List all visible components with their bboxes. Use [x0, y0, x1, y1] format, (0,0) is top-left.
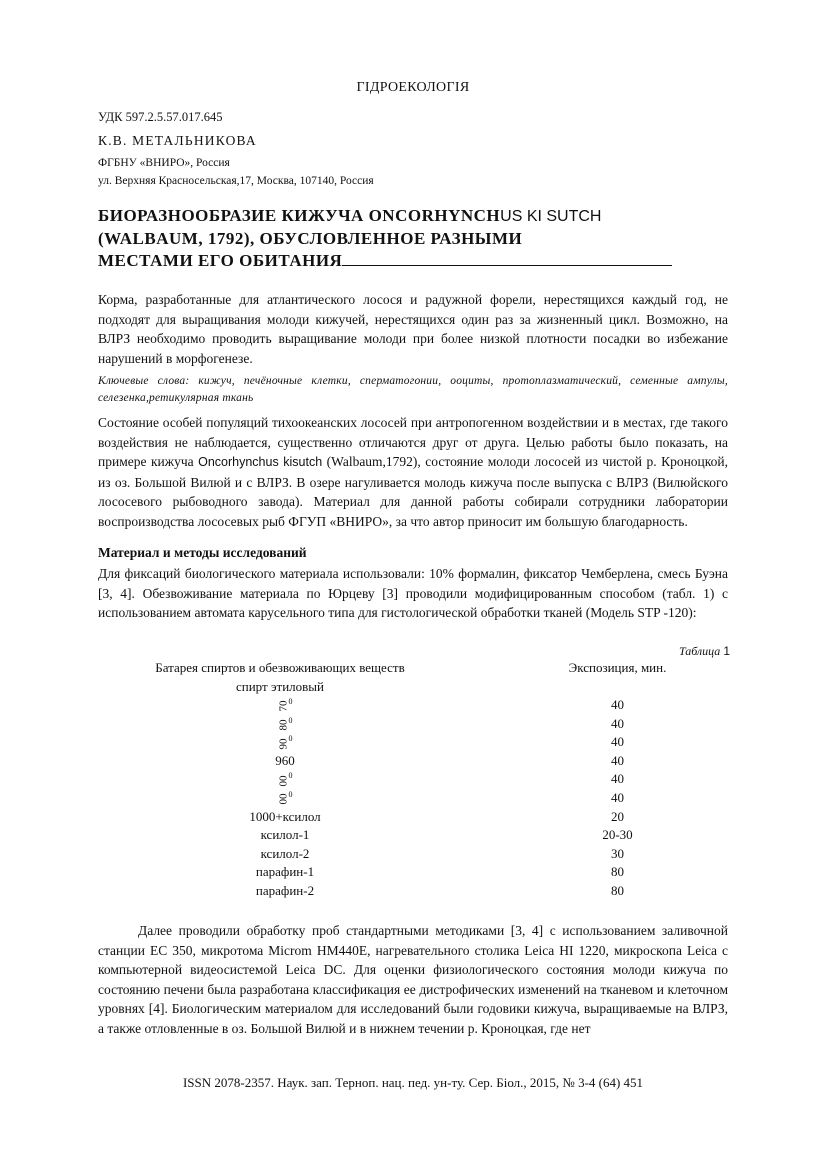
table-cell-reagent: 1000+ксилол [249, 808, 321, 824]
table-row [0, 809, 826, 828]
methods-heading: Материал и методы исследований [98, 545, 307, 560]
intro-part2: (Walbaum,1792), состояние молоди лососей из чистой р. Кроноцкой, из оз. Большой Вилюй и с ВЛРЗ. В озере нагуливается молодь кижуча после выпуска с ВЛРЗ (Вилюйского лососевого рыбоводного завода). Материал для данной работы собирали сотрудники лаборатории воспроизводства лососевых рыб ФГУП «ВНИРО», за что автор приносит им большую благодарность. [98, 454, 729, 529]
table-row [0, 883, 826, 902]
table-cell-reagent: парафин-2 [255, 883, 315, 898]
table-cell-reagent [190, 771, 380, 787]
rotated-concentration: 80 [277, 719, 289, 731]
table-cell-reagent [190, 734, 380, 750]
abstract-paragraph: Корма, разработанные для атлантического лосося и радужной форели, нерестящихся каждый год, не подходят для выращивания молоди кижучей, нерестящихся один раз за жизненный цикл. Возможно, на ВЛРЗ необходимо проводить выращивание молоди при более низкой плотности посадки во избежание нарушений в морфогенезе. [98, 292, 728, 366]
table-cell-exposure: 20-30 [602, 827, 633, 843]
table-cell-exposure: 40 [611, 752, 624, 768]
table-cell-exposure: 40 [611, 790, 624, 805]
species-name: Oncorhynchus kisutch [198, 455, 323, 469]
table-row [0, 716, 826, 735]
table-cell-reagent [190, 697, 380, 713]
section-heading: ГІДРОЕКОЛОГІЯ [356, 80, 470, 95]
degree-mark: 0 [288, 697, 293, 706]
table-cell-reagent: ксилол-1 [260, 827, 310, 843]
table-cell-reagent [190, 790, 380, 806]
rotated-concentration: 00 [277, 775, 289, 787]
table-header-exposure: Экспозиция, мин. [568, 660, 667, 675]
degree-mark: 0 [288, 715, 293, 725]
table-row [0, 864, 826, 883]
keywords: Ключевые слова: кижуч, печёночные клетки, сперматогонии, ооциты, протоплазматический, семенные ампулы, селезенка,ретикулярная ткань [98, 375, 728, 404]
table-row [0, 827, 826, 846]
title-part2: US KI SUTCH [500, 208, 602, 225]
table-cell-reagent: 960 [275, 752, 295, 768]
address: ул. Верхняя Красносельская,17, Москва, 107140, Россия [98, 175, 374, 187]
table-row [0, 790, 826, 809]
table-cell-exposure: 80 [611, 864, 624, 880]
degree-mark: 0 [288, 734, 293, 744]
table-cell-exposure: 20 [611, 808, 624, 824]
title-part1: БИОРАЗНООБРАЗИЕ КИЖУЧА ONCORHYNCH [98, 206, 501, 225]
rotated-concentration: 90 [277, 738, 289, 750]
table-cell-exposure: 40 [611, 734, 624, 750]
table-header-reagents: Батарея спиртов и обезвоживающих веществ [155, 660, 405, 675]
table-header-reagents-sub: спирт этиловый [236, 679, 324, 694]
table-caption-word: Таблица [678, 644, 721, 658]
table-caption-number: 1 [723, 644, 730, 658]
page-footer: ISSN 2078-2357. Наук. зап. Терноп. нац. пед. ун-ту. Сер. Біол., 2015, № 3-4 (64) 451 [182, 1075, 644, 1090]
table-row [0, 753, 826, 772]
rotated-concentration: 70 [277, 700, 289, 712]
title-line2: (WALBAUM, 1792), ОБУСЛОВЛЕННОЕ РАЗНЫМИ [98, 229, 523, 248]
table-cell-exposure: 80 [611, 883, 624, 898]
table-row [0, 697, 826, 716]
article-title [98, 205, 738, 272]
table-cell-exposure: 40 [611, 771, 624, 787]
table-cell-exposure: 30 [611, 845, 624, 861]
table-cell-exposure: 40 [611, 697, 624, 712]
table-cell-reagent: парафин-1 [255, 864, 315, 880]
table-cell-reagent [190, 716, 380, 732]
title-underline [342, 251, 672, 266]
udk-code: УДК 597.2.5.57.017.645 [98, 110, 223, 124]
degree-mark: 0 [288, 771, 293, 781]
table-row [0, 771, 826, 790]
title-line3: МЕСТАМИ ЕГО ОБИТАНИЯ [98, 251, 343, 270]
rotated-concentration: 00 [277, 793, 289, 805]
table-caption [650, 644, 730, 659]
table-row [0, 734, 826, 753]
methods-paragraph: Для фиксаций биологического материала использовали: 10% формалин, фиксатор Чемберлена, смесь Буэна [3, 4]. Обезвоживание материала по Юрцеву [3] проводили модифицированным способом (табл. 1) с использованием автомата карусельного типа для гистологической обработки тканей (Модель STP -120): [98, 566, 728, 620]
affiliation: ФГБНУ «ВНИРО», Россия [98, 157, 230, 169]
table-cell-reagent: ксилол-2 [260, 845, 310, 861]
degree-mark: 0 [288, 790, 293, 799]
table-cell-exposure: 40 [611, 715, 624, 731]
intro-paragraph [98, 413, 728, 531]
methods-continued-paragraph: Далее проводили обработку проб стандартными методиками [3, 4] с использованием заливочной станции ЕС 350, микротома Microm HM440E, нагревательного столика Leica HI 1220, микроскопа Leica с компьютерной видеосистемой Leica DC. Для оценки физиологического состояния молоди кижуча по состоянию печени была разработана классификация ее дистрофических изменений на тканевом и клеточном уровнях [4]. Биологическим материалом для исследований были годовики кижуча, выращиваемые на ВЛРЗ, а также отловленные в оз. Большой Вилюй и в нижнем течении р. Кроноцкая, где нет [98, 923, 728, 1036]
table-row [0, 846, 826, 865]
author-name: К.В. МЕТАЛЬНИКОВА [98, 133, 257, 148]
intro-part1: Состояние особей популяций тихоокеанских лососей при антропогенном воздействии и в местах, где такого воздействия не наблюдается, существенно отличаются друг от друга. Целью работы было показать, на примере кижуча [98, 415, 728, 469]
